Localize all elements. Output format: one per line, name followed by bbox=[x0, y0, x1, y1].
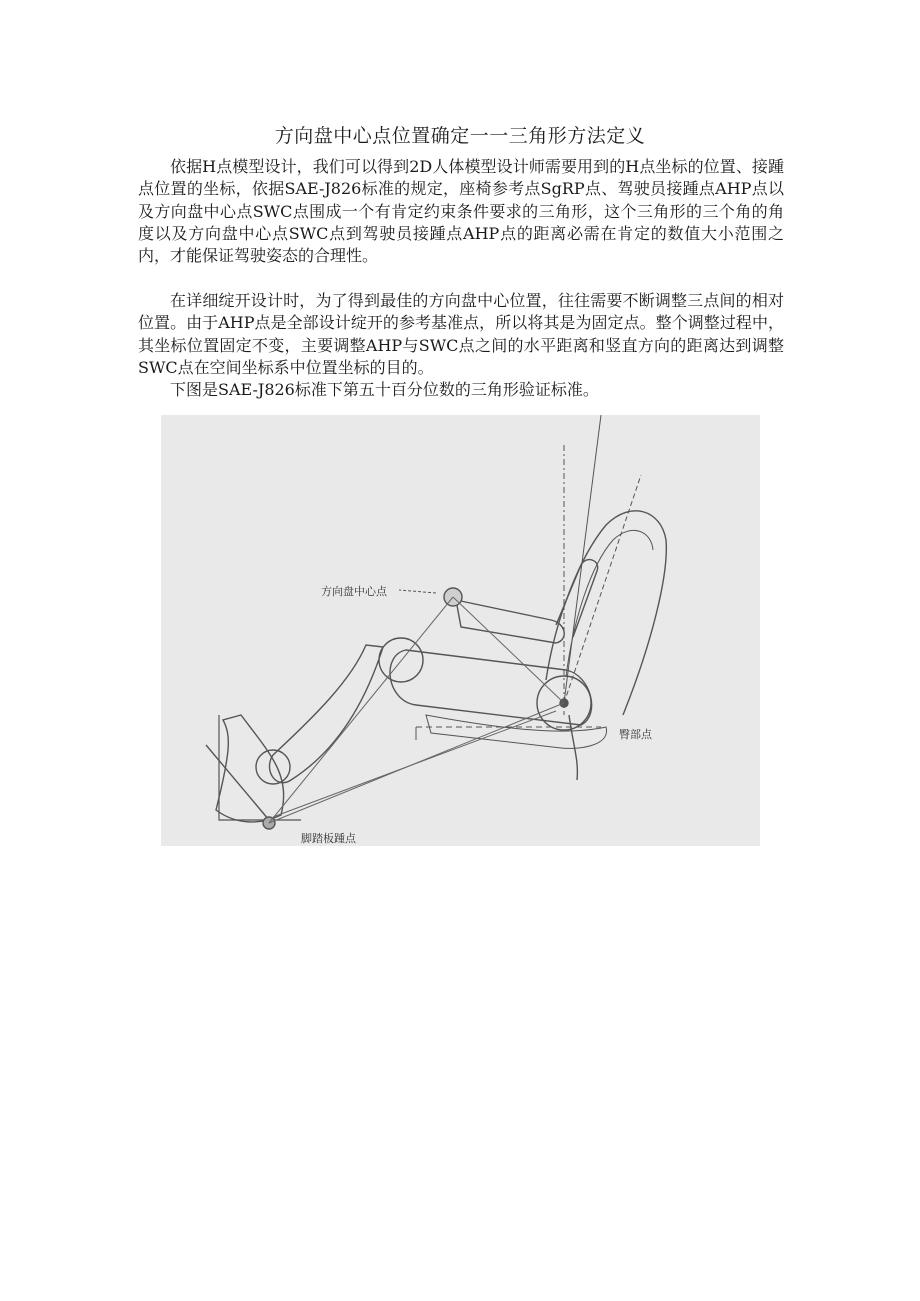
knee-circle bbox=[379, 638, 423, 682]
label-hip-point: 臀部点 bbox=[619, 728, 652, 741]
floor-axes bbox=[219, 715, 301, 820]
steering-leader bbox=[399, 590, 436, 593]
seat-back-inner bbox=[566, 530, 653, 677]
label-steering-center: 方向盘中心点 bbox=[321, 585, 387, 598]
paragraph-1: 依据H点模型设计，我们可以得到2D人体模型设计师需要用到的H点坐标的位置、接踵点位置的坐标，依据SAE-J826标准的规定，座椅参考点SgRP点、驾驶员接踵点AHP点以及方向盘中心点SWC点围成一个有肯定约束条件要求的三角形，这个三角形的三个角的角度以及方向盘中心点SWC点到驾驶员接踵点AHP点的距离必需在肯定的数值大小范围之内，才能保证驾驶姿态的合理性。 bbox=[138, 157, 784, 266]
label-pedal-heel-point: 脚踏板踵点 bbox=[301, 832, 356, 845]
torso-line bbox=[564, 415, 601, 703]
forearm bbox=[456, 600, 564, 643]
seat-cushion bbox=[426, 715, 607, 748]
paragraph-3: 下图是SAE-J826标准下第五十百分位数的三角形验证标准。 bbox=[170, 380, 599, 399]
back-angle-line bbox=[564, 475, 641, 703]
posture-figure bbox=[161, 415, 760, 846]
page-title: 方向盘中心点位置确定一一三角形方法定义 bbox=[274, 125, 646, 147]
paragraph-2: 在详细绽开设计时，为了得到最佳的方向盘中心位置，往往需要不断调整三点间的相对位置。由于AHP点是全部设计绽开的参考基准点，所以将其是为固定点。整个调整过程中，其坐标位置固定不变，主要调整AHP与SWC点之间的水平距离和竖直方向的距离达到调整SWC点在空间坐标系中位置坐标的目的。 bbox=[138, 291, 784, 377]
thigh bbox=[390, 650, 592, 725]
triangle-swc-hip bbox=[453, 597, 564, 703]
triangle-hip-heel-2 bbox=[273, 711, 556, 817]
triangle-swc-heel bbox=[269, 597, 453, 823]
posture-diagram bbox=[161, 415, 760, 846]
upper-arm bbox=[556, 560, 598, 637]
lower-leg bbox=[269, 645, 383, 783]
